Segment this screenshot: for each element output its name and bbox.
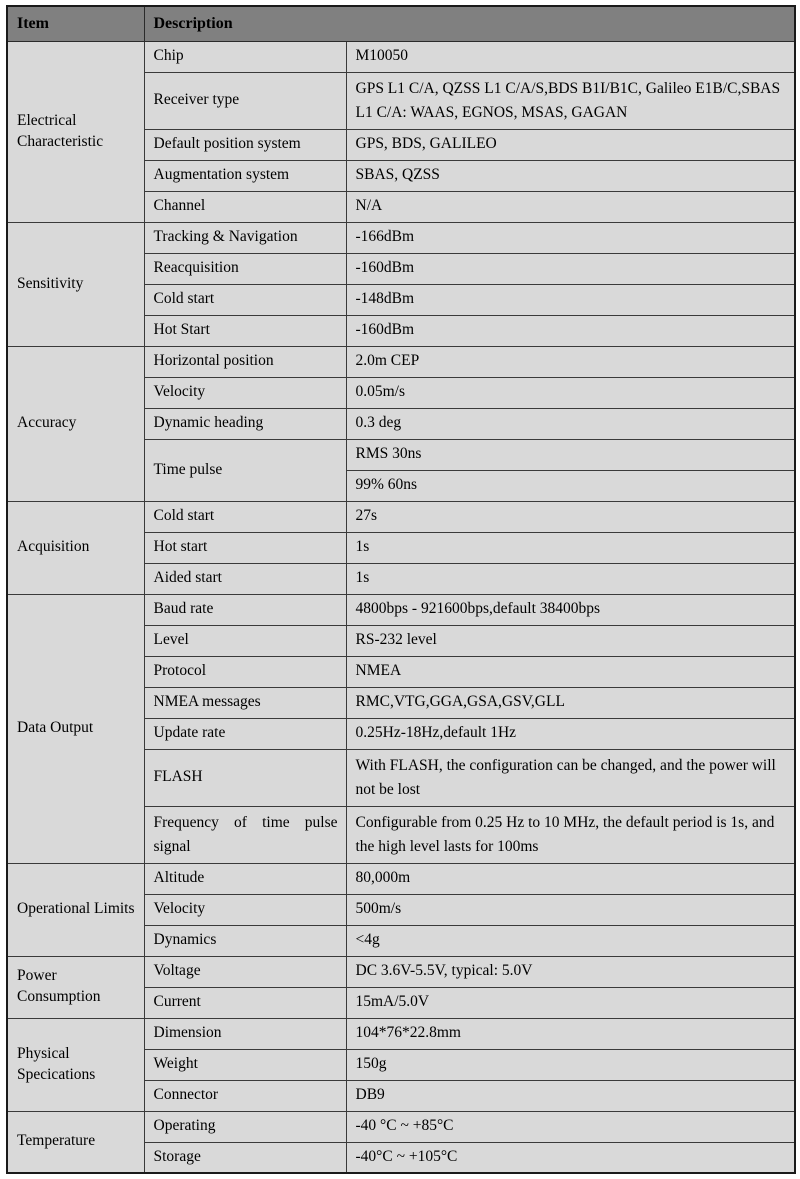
row-label: Dimension — [144, 1018, 346, 1049]
row-value: N/A — [346, 191, 795, 222]
row-label: Cold start — [144, 501, 346, 532]
row-value: 27s — [346, 501, 795, 532]
row-value: <4g — [346, 925, 795, 956]
row-label: Altitude — [144, 863, 346, 894]
row-label: Reacquisition — [144, 253, 346, 284]
row-label: Frequency of time pulse signal — [144, 806, 346, 863]
row-value: 104*76*22.8mm — [346, 1018, 795, 1049]
row-label: Dynamic heading — [144, 408, 346, 439]
table-row — [7, 41, 795, 72]
row-value: With FLASH, the configuration can be changed, and the power will not be lost — [346, 749, 795, 806]
row-value: DC 3.6V-5.5V, typical: 5.0V — [346, 956, 795, 987]
section-label: Accuracy — [7, 346, 144, 501]
row-label: Horizontal position — [144, 346, 346, 377]
row-label: Dynamics — [144, 925, 346, 956]
table-row — [7, 594, 795, 625]
row-value: RMC,VTG,GGA,GSA,GSV,GLL — [346, 687, 795, 718]
table-row — [7, 346, 795, 377]
row-value: 0.3 deg — [346, 408, 795, 439]
row-value: -40°C ~ +105°C — [346, 1142, 795, 1173]
table-row — [7, 956, 795, 987]
table-row — [7, 863, 795, 894]
row-label: Time pulse — [144, 439, 346, 501]
section-label: Operational Limits — [7, 863, 144, 956]
row-label: Current — [144, 987, 346, 1018]
section-label: Sensitivity — [7, 222, 144, 346]
row-value: NMEA — [346, 656, 795, 687]
row-value: -160dBm — [346, 253, 795, 284]
row-label: Augmentation system — [144, 160, 346, 191]
row-value: 150g — [346, 1049, 795, 1080]
row-value: RS-232 level — [346, 625, 795, 656]
row-label: Operating — [144, 1111, 346, 1142]
row-value: GPS, BDS, GALILEO — [346, 129, 795, 160]
row-value: -160dBm — [346, 315, 795, 346]
row-label: Tracking & Navigation — [144, 222, 346, 253]
row-value: Configurable from 0.25 Hz to 10 MHz, the default period is 1s, and the high level lasts for 100ms — [346, 806, 795, 863]
row-label: Connector — [144, 1080, 346, 1111]
row-value: GPS L1 C/A, QZSS L1 C/A/S,BDS B1I/B1C, Galileo E1B/C,SBAS L1 C/A: WAAS, EGNOS, MSAS, GAGAN — [346, 72, 795, 129]
row-label: Chip — [144, 41, 346, 72]
row-value: 2.0m CEP — [346, 346, 795, 377]
section-label: Power Consumption — [7, 956, 144, 1018]
row-value: 80,000m — [346, 863, 795, 894]
column-header-item: Item — [7, 6, 144, 41]
row-value: -40 °C ~ +85°C — [346, 1111, 795, 1142]
specification-table — [6, 5, 796, 1174]
row-label: Weight — [144, 1049, 346, 1080]
section-label: Physical Specications — [7, 1018, 144, 1111]
row-label: Cold start — [144, 284, 346, 315]
row-value: -166dBm — [346, 222, 795, 253]
table-row — [7, 1111, 795, 1142]
row-value: RMS 30ns — [346, 439, 795, 470]
table-row — [7, 222, 795, 253]
row-value: -148dBm — [346, 284, 795, 315]
row-label: Hot start — [144, 532, 346, 563]
row-label: Hot Start — [144, 315, 346, 346]
row-value: 0.25Hz-18Hz,default 1Hz — [346, 718, 795, 749]
row-label: Channel — [144, 191, 346, 222]
row-value: 99% 60ns — [346, 470, 795, 501]
section-label: Data Output — [7, 594, 144, 863]
row-label: Baud rate — [144, 594, 346, 625]
column-header-description: Description — [144, 6, 795, 41]
table-row — [7, 501, 795, 532]
row-label: Velocity — [144, 894, 346, 925]
row-value: 0.05m/s — [346, 377, 795, 408]
row-label: Update rate — [144, 718, 346, 749]
section-label: Electrical Characteristic — [7, 41, 144, 222]
row-value: 1s — [346, 532, 795, 563]
row-value: 4800bps - 921600bps,default 38400bps — [346, 594, 795, 625]
row-label: Storage — [144, 1142, 346, 1173]
table-body — [7, 41, 795, 1173]
row-value: M10050 — [346, 41, 795, 72]
row-label: Default position system — [144, 129, 346, 160]
row-label: Voltage — [144, 956, 346, 987]
section-label: Temperature — [7, 1111, 144, 1173]
row-label: NMEA messages — [144, 687, 346, 718]
header-row — [7, 6, 795, 41]
table-header — [7, 6, 795, 41]
row-value: 1s — [346, 563, 795, 594]
row-label: Protocol — [144, 656, 346, 687]
row-value: 500m/s — [346, 894, 795, 925]
row-value: 15mA/5.0V — [346, 987, 795, 1018]
row-label: FLASH — [144, 749, 346, 806]
row-label: Aided start — [144, 563, 346, 594]
row-label: Velocity — [144, 377, 346, 408]
row-label: Level — [144, 625, 346, 656]
section-label: Acquisition — [7, 501, 144, 594]
row-value: DB9 — [346, 1080, 795, 1111]
table-row — [7, 1018, 795, 1049]
row-value: SBAS, QZSS — [346, 160, 795, 191]
row-label: Receiver type — [144, 72, 346, 129]
